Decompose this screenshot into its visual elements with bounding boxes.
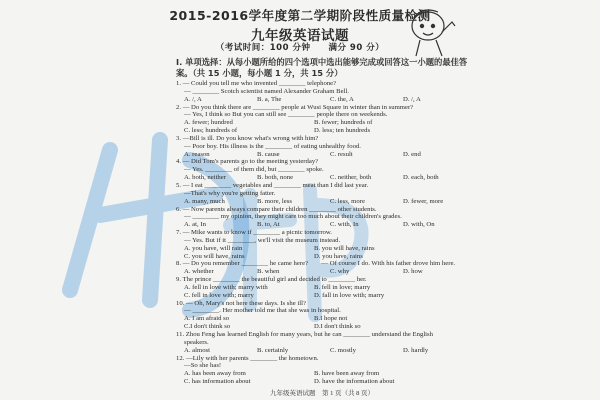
mascot-icon <box>402 2 458 60</box>
question-line: 10. — Oh, Mary's not here these days. Is she ill? <box>176 299 306 307</box>
question-line: 9. The prince ________ the beautiful girl and decided to ________ her. <box>176 276 367 284</box>
question-line: 7. — Mike wants to know if ________ a picnic tomorrow. <box>176 229 332 237</box>
question-line: 5. — I eat ________ vegetables and ________ meat than I did last year. <box>176 181 369 189</box>
answer-option: B. both, none <box>257 174 294 182</box>
options-row <box>176 253 476 261</box>
question-line: — Poor boy. His illness is the ________ of eating unhealthy food. <box>184 142 361 150</box>
answer-option: C. has information about <box>184 378 251 386</box>
question-line: 3. —Bill is ill. Do you know what's wrong with him? <box>176 134 319 142</box>
answer-option: C. result <box>330 150 353 158</box>
options-row <box>176 96 476 104</box>
options-row <box>176 378 476 386</box>
question-2 <box>176 104 476 135</box>
options-row <box>176 284 476 292</box>
answer-option: A. both, neither <box>184 174 226 182</box>
question-line: — ________ my opinion, they might care too much about their children's grades. <box>184 213 402 221</box>
answer-option: D.I don't think so <box>314 323 361 331</box>
question-12 <box>176 355 476 386</box>
answer-option: A. /, A <box>184 95 202 103</box>
answer-option: B.I hope not <box>314 315 348 323</box>
answer-option: C. you will have, rains <box>184 252 245 260</box>
answer-option: A. at, In <box>184 221 206 229</box>
answer-option: A. fewer; hundred <box>184 119 233 127</box>
exam-title: 2015-2016学年度第二学期阶段性质量检测 <box>169 8 431 23</box>
answer-option: B. more, less <box>257 197 292 205</box>
answer-option: A. you have, will rain <box>184 244 243 252</box>
answer-option: D. less; ten hundreds <box>314 127 371 135</box>
question-9 <box>176 276 476 300</box>
options-row <box>176 347 476 355</box>
options-row <box>176 127 476 135</box>
answer-option: B. certainly <box>257 346 289 354</box>
question-line: 1. — Could you tell me who invented ________ telephone? <box>176 80 337 87</box>
answer-option: A. almost <box>184 346 211 354</box>
question-line: —So she has! <box>184 362 222 370</box>
answer-option: B. when <box>257 268 280 276</box>
answer-option: C. the, A <box>330 95 354 103</box>
question-line: 11. Zhou Feng has learned English for many years, but he can ________ understand the English <box>176 331 433 338</box>
question-6 <box>176 206 476 230</box>
answer-option: C. mostly <box>330 346 357 354</box>
options-row <box>176 198 476 206</box>
answer-option: B. you will have, rains <box>314 244 375 252</box>
answer-option: C. with, In <box>330 221 359 229</box>
question-8 <box>176 260 476 276</box>
question-line: —That's why you're getting fatter. <box>184 189 276 197</box>
question-10 <box>176 300 476 331</box>
question-11 <box>176 331 476 355</box>
options-row <box>176 323 476 331</box>
question-line: — ________. Her mother told me that she was in hospital. <box>184 307 341 315</box>
answer-option: C. neither, both <box>330 174 372 182</box>
answer-option: B. fell in love; marry <box>314 283 371 291</box>
answer-option: C. less; hundreds of <box>184 127 238 135</box>
question-3 <box>176 135 476 159</box>
question-7 <box>176 229 476 260</box>
options-row <box>176 315 476 323</box>
answer-option: D. end <box>403 150 421 158</box>
question-line: — Yes. But if it ________, we'll visit the museum instead. <box>184 236 341 244</box>
answer-option: A. many, much <box>184 197 225 205</box>
answer-option: A. fell in love with; marry with <box>184 283 268 291</box>
answer-option: D. /, A <box>403 95 421 103</box>
answer-option: D. have the information about <box>314 378 395 386</box>
options-row <box>176 221 476 229</box>
answer-option: D. you have, rains <box>314 252 363 260</box>
answer-option: C.I don't think so <box>184 323 231 331</box>
options-row <box>176 245 476 253</box>
options-row <box>176 119 476 127</box>
answer-option: D. fewer, more <box>403 197 444 205</box>
answer-option: C. fell in love with; marry <box>184 291 254 299</box>
answer-option: B. have been away from <box>314 370 380 378</box>
question-list <box>176 80 476 386</box>
options-row <box>176 174 476 182</box>
answer-option: D. how <box>403 268 423 276</box>
question-line: 6. — Now parents always compare their children ________ other students. <box>176 205 377 213</box>
answer-option: D. each, both <box>403 174 439 182</box>
answer-option: D. hardly <box>403 346 429 354</box>
question-line: — ________ Scotch scientist named Alexander Graham Bell. <box>184 87 349 95</box>
options-row <box>176 370 476 378</box>
question-4 <box>176 158 476 182</box>
question-line: — Yes. ________ of them did, but ________ spoke. <box>184 166 324 174</box>
answer-option: A. I am afraid so <box>184 315 230 323</box>
question-line: 12. —Lily with her parents ________ the hometown. <box>176 354 319 362</box>
question-line: — Yes, I think so But you can still see ________ people there on weekends. <box>184 111 388 119</box>
question-line: 2. — Do you think there are ________ people at Wusi Square in winter than in summer? <box>176 103 414 111</box>
options-row <box>176 292 476 300</box>
answer-option: B. cause <box>257 150 280 158</box>
page-footer: 九年级英语试题 第 1 页（共 8 页） <box>270 390 374 397</box>
answer-option: A. reason <box>184 150 210 158</box>
question-line: speakers. <box>184 338 209 346</box>
question-line: 4. — Did Tom's parents go to the meeting yesterday? <box>176 158 319 166</box>
answer-option: D. with, On <box>403 221 435 229</box>
answer-option: B. to, At <box>257 221 280 229</box>
answer-option: C. why <box>330 268 350 276</box>
answer-option: B. a, The <box>257 95 282 103</box>
question-line: 8. — Do you remember ________ he came here? — Of course I do. With his father drove him here. <box>176 260 456 268</box>
answer-option: C. less, more <box>330 197 365 205</box>
options-row <box>176 151 476 159</box>
answer-option: A. whether <box>184 268 214 276</box>
question-5 <box>176 182 476 206</box>
instructions: Ⅰ. 单项选择：从每小题所给的四个选项中选出能够完成或回答这一小题的最佳答案。（共 15 小题，每小题 1 分，共 15 分） <box>176 57 468 78</box>
exam-info: （考试时间：100 分钟 满分 90 分） <box>215 43 385 53</box>
answer-option: A. has been away from <box>184 370 246 378</box>
answer-option: D. fall in love with; marry <box>314 291 385 299</box>
question-1 <box>176 80 476 104</box>
answer-option: B. fewer; hundreds of <box>314 119 373 127</box>
options-row <box>176 268 476 276</box>
exam-subtitle: 九年级英语试题 <box>251 28 349 44</box>
